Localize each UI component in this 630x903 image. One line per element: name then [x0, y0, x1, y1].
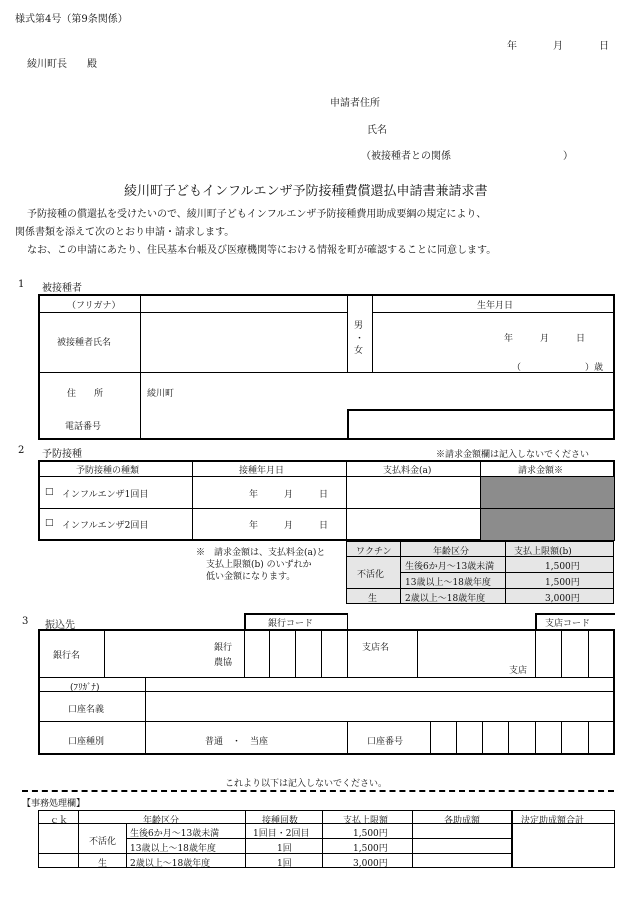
office-limit-3: 3,000円 — [353, 859, 388, 869]
sex-female[interactable]: 女 — [354, 346, 364, 356]
document-title: 綾川町子どもインフルエンザ予防接種費償還払申請書兼請求書 — [124, 184, 488, 199]
claim-rule-note-3: 低い金額になります。 — [206, 572, 296, 582]
date-month-label: 月 — [553, 41, 563, 52]
office-limit-1: 1,500円 — [353, 829, 388, 839]
office-times-2: 1回 — [277, 844, 292, 854]
total-amount-field[interactable] — [514, 825, 613, 866]
office-age-1: 生後6か月～13歳未満 — [130, 829, 220, 839]
account-furigana-label: (ﾌﾘｶﾞﾅ) — [70, 683, 100, 693]
section3-number: 3 — [22, 616, 29, 627]
section1-heading: 被接種者 — [42, 283, 82, 294]
dose1-fee-field[interactable] — [348, 478, 478, 506]
dose1-month: 月 — [284, 490, 294, 500]
applicant-relation-close: ） — [563, 151, 573, 162]
applicant-name-label: 氏名 — [367, 125, 387, 136]
section2-heading: 予防接種 — [42, 449, 82, 460]
office-notice: これより以下は記入しないでください。 — [225, 779, 388, 789]
bank-name-field[interactable] — [106, 631, 210, 675]
dose1-day: 日 — [319, 490, 329, 500]
dose1-year: 年 — [249, 490, 259, 500]
limit-age-2: 13歳以上～18歳年度 — [405, 578, 491, 588]
section3-heading: 振込先 — [45, 620, 75, 631]
form-number: 様式第4号（第9条関係） — [15, 14, 128, 25]
phone-field[interactable] — [143, 412, 345, 438]
branch-name-field[interactable] — [419, 631, 507, 675]
limit-age-3: 2歳以上～18歳年度 — [405, 594, 486, 604]
recipient-name-field[interactable] — [143, 315, 345, 370]
account-holder-field[interactable] — [147, 693, 613, 720]
office-col-each: 各助成額 — [444, 816, 481, 826]
address-value[interactable]: 綾川町 — [147, 389, 175, 399]
sex-separator: ・ — [355, 334, 365, 344]
applicant-address-label: 申請者住所 — [330, 98, 380, 109]
recipient-name-label: 被接種者氏名 — [57, 338, 112, 348]
limit-col-age: 年齢区分 — [433, 547, 470, 557]
office-times-3: 1回 — [277, 859, 292, 869]
dose2-day: 日 — [319, 521, 329, 531]
birth-year-label: 年 — [504, 334, 514, 344]
office-age-2: 13歳以上～18歳年度 — [130, 844, 216, 854]
cut-line — [22, 790, 614, 792]
bank-name-label: 銀行名 — [53, 651, 81, 661]
account-type-options[interactable]: 普通 ・ 当座 — [205, 737, 269, 747]
address-label: 住 所 — [67, 389, 104, 399]
branch-name-label: 支店名 — [362, 643, 390, 653]
limit-inactive-label: 不活化 — [357, 570, 385, 580]
birth-month-label: 月 — [540, 334, 550, 344]
addressee: 綾川町長 殿 — [27, 59, 97, 70]
office-col-age: 年齢区分 — [143, 816, 180, 826]
claim-rule-note-2: 支払上限額(b) のいずれか — [206, 560, 312, 570]
office-col-total: 決定助成額合計 — [521, 816, 585, 826]
limit-amount-2: 1,500円 — [545, 578, 580, 588]
limit-age-1: 生後6か月～13歳未満 — [405, 562, 495, 572]
age-open: （ — [512, 363, 522, 373]
phone-label: 電話番号 — [65, 422, 102, 432]
age-close: ）歳 — [585, 363, 604, 373]
body-line-3: なお、この申請にあたり、住民基本台帳及び医療機関等における情報を町が確認することに同意します。 — [27, 245, 497, 256]
section1-number: 1 — [18, 279, 25, 290]
office-times-1: 1回目・2回目 — [253, 829, 310, 839]
office-col-ck: ｃｋ — [50, 816, 69, 826]
office-limit-2: 1,500円 — [353, 844, 388, 854]
office-age-3: 2歳以上～18歳年度 — [130, 859, 211, 869]
label-dose1: インフルエンザ1回目 — [62, 490, 149, 500]
col-claim-amount: 請求金額※ — [518, 466, 564, 476]
account-holder-label: 口座名義 — [68, 705, 105, 715]
furigana-label: （フリガナ） — [67, 301, 121, 311]
bank-code-label: 銀行コード — [268, 619, 314, 629]
branch-suffix: 支店 — [509, 666, 528, 676]
col-vaccine-type: 予防接種の種類 — [76, 466, 140, 476]
office-col-limit: 支払上限額 — [343, 816, 389, 826]
office-inactive-label: 不活化 — [89, 837, 117, 847]
office-heading: 【事務処理欄】 — [22, 799, 86, 809]
branch-code-label: 支店コード — [545, 619, 591, 629]
dose2-fee-field[interactable] — [348, 510, 478, 539]
dose2-month: 月 — [284, 521, 294, 531]
account-type-label: 口座種別 — [68, 737, 105, 747]
account-furigana-field[interactable] — [147, 679, 613, 690]
label-dose2: インフルエンザ2回目 — [62, 521, 149, 531]
birth-date-header: 生年月日 — [477, 301, 514, 311]
applicant-relation-open: （被接種者との関係 — [361, 151, 451, 162]
limit-col-vaccine: ワクチン — [356, 547, 392, 557]
furigana-field[interactable] — [143, 297, 345, 311]
checkbox-dose1[interactable]: □ — [45, 487, 54, 497]
date-year-label: 年 — [507, 41, 517, 52]
body-line-2: 関係書類を添えて次のとおり申請・請求します。 — [15, 227, 235, 238]
checkbox-dose2[interactable]: □ — [45, 518, 54, 528]
account-number-label: 口座番号 — [367, 737, 404, 747]
limit-amount-1: 1,500円 — [545, 562, 580, 572]
limit-amount-3: 3,000円 — [545, 594, 580, 604]
col-paid-fee: 支払料金(a) — [383, 466, 432, 476]
date-day-label: 日 — [599, 41, 609, 52]
body-line-1: 予防接種の償還払を受けたいので、綾川町子どもインフルエンザ予防接種費用助成要綱の規定により、 — [27, 209, 487, 220]
bank-suffix-coop: 農協 — [214, 658, 233, 668]
claim-note: ※請求金額欄は記入しないでください — [436, 450, 590, 460]
office-live-label: 生 — [98, 859, 108, 869]
section2-number: 2 — [18, 445, 25, 456]
office-col-times: 接種回数 — [262, 816, 299, 826]
limit-col-limit: 支払上限額(b) — [514, 547, 572, 557]
bank-suffix-bank: 銀行 — [214, 643, 233, 653]
birth-day-label: 日 — [576, 334, 586, 344]
sex-male[interactable]: 男 — [354, 321, 364, 331]
dose2-year: 年 — [249, 521, 259, 531]
limit-live-label: 生 — [368, 594, 378, 604]
col-vaccination-date: 接種年月日 — [239, 466, 285, 476]
claim-rule-note-1: ※ 請求金額は、支払料金(a)と — [196, 548, 326, 558]
